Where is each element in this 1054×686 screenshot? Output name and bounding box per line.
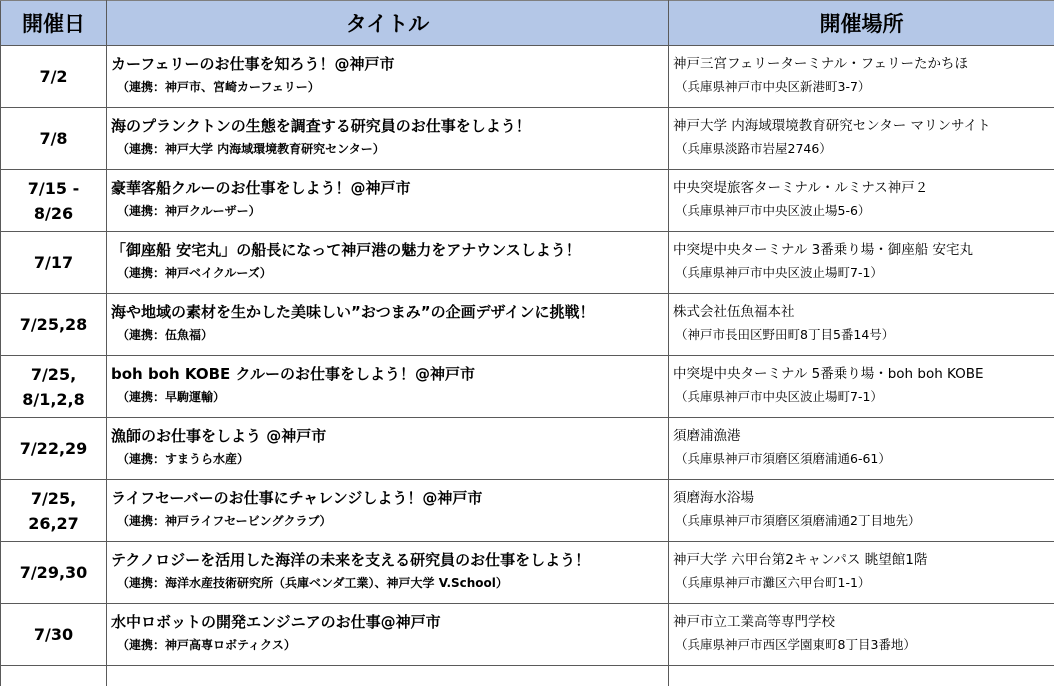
table-row bbox=[1, 232, 1054, 294]
table-row bbox=[1, 294, 1054, 356]
event-address: （兵庫県神戸市中央区波止場町7-1） bbox=[675, 265, 883, 280]
event-title-cell bbox=[107, 604, 669, 666]
header-date: 開催日 bbox=[1, 1, 107, 46]
event-venue: 株式会社伍魚福本社 bbox=[673, 304, 795, 320]
table-row bbox=[1, 480, 1054, 542]
event-venue: 神戸三宮フェリーターミナル・フェリーたかちほ bbox=[673, 56, 968, 72]
event-partner: （連携：神戸大学 内海域環境教育研究センター） bbox=[117, 142, 385, 156]
event-title: ライフセーバーのお仕事にチャレンジしよう！@神戸市 bbox=[111, 489, 483, 507]
event-venue: 神戸大学 六甲台第2キャンパス 眺望館1階 bbox=[673, 552, 928, 568]
event-title-cell bbox=[107, 480, 669, 542]
event-date: 7/17 bbox=[1, 232, 107, 294]
event-venue-cell bbox=[669, 542, 1054, 604]
event-title: 「御座船 安宅丸」の船長になって神戸港の魅力をアナウンスしよう！ bbox=[111, 241, 581, 259]
event-address: （兵庫県神戸市西区学園東町8丁目3番地） bbox=[675, 637, 916, 652]
event-partner: （連携：すまうら水産） bbox=[117, 452, 250, 466]
event-venue: 須磨海水浴場 bbox=[673, 490, 754, 506]
event-title-cell bbox=[107, 356, 669, 418]
event-address: （兵庫県神戸市須磨区須磨浦通6-61） bbox=[675, 451, 891, 466]
table-row bbox=[1, 356, 1054, 418]
event-title-cell bbox=[107, 294, 669, 356]
event-date: 7/22,29 bbox=[1, 418, 107, 480]
empty-cell bbox=[107, 666, 669, 686]
event-partner: （連携：神戸ベイクルーズ） bbox=[117, 266, 272, 280]
event-date: 7/29,30 bbox=[1, 542, 107, 604]
event-date: 7/25,28 bbox=[1, 294, 107, 356]
event-venue: 神戸大学 内海域環境教育研究センター マリンサイト bbox=[673, 118, 991, 134]
event-title: boh boh KOBE クルーのお仕事をしよう！@神戸市 bbox=[111, 365, 476, 383]
header-row bbox=[1, 1, 1054, 46]
empty-cell bbox=[669, 666, 1054, 686]
table-row bbox=[1, 108, 1054, 170]
event-title-cell bbox=[107, 542, 669, 604]
event-date: 7/15 - 8/26 bbox=[1, 170, 107, 232]
event-venue-cell bbox=[669, 46, 1054, 108]
event-partner: （連携：神戸ライフセービングクラブ） bbox=[117, 514, 332, 528]
table-row bbox=[1, 604, 1054, 666]
event-venue-cell bbox=[669, 108, 1054, 170]
event-title-cell bbox=[107, 232, 669, 294]
table-row bbox=[1, 46, 1054, 108]
header-title: タイトル bbox=[107, 1, 669, 46]
event-venue-cell bbox=[669, 604, 1054, 666]
empty-cell bbox=[1, 666, 107, 686]
event-venue-cell bbox=[669, 294, 1054, 356]
event-venue-cell bbox=[669, 356, 1054, 418]
event-venue-cell bbox=[669, 480, 1054, 542]
event-title: 水中ロボットの開発エンジニアのお仕事@神戸市 bbox=[111, 613, 441, 631]
event-venue: 中突堤中央ターミナル 5番乗り場・boh boh KOBE bbox=[673, 366, 984, 382]
event-venue: 中央突堤旅客ターミナル・ルミナス神戸２ bbox=[673, 180, 929, 196]
event-venue: 須磨浦漁港 bbox=[673, 428, 741, 444]
event-venue-cell bbox=[669, 170, 1054, 232]
event-partner: （連携：伍魚福） bbox=[117, 328, 214, 342]
event-partner: （連携：神戸高専ロボティクス） bbox=[117, 638, 296, 652]
event-date: 7/25, 8/1,2,8 bbox=[1, 356, 107, 418]
table-row bbox=[1, 418, 1054, 480]
event-title-cell bbox=[107, 418, 669, 480]
event-title: カーフェリーのお仕事を知ろう！@神戸市 bbox=[111, 55, 395, 73]
event-venue-cell bbox=[669, 418, 1054, 480]
header-venue: 開催場所 bbox=[669, 1, 1054, 46]
event-title-cell bbox=[107, 170, 669, 232]
event-title: 海のプランクトンの生態を調査する研究員のお仕事をしよう！ bbox=[111, 117, 531, 135]
table-row bbox=[1, 542, 1054, 604]
event-venue-cell bbox=[669, 232, 1054, 294]
event-venue: 中突堤中央ターミナル 3番乗り場・御座船 安宅丸 bbox=[673, 242, 973, 258]
event-title: 海や地域の素材を生かした美味しい”おつまみ”の企画デザインに挑戦！ bbox=[111, 303, 595, 321]
event-address: （兵庫県神戸市中央区波止場町7-1） bbox=[675, 389, 883, 404]
event-address: （兵庫県神戸市中央区新港町3-7） bbox=[675, 79, 871, 94]
table-row bbox=[1, 170, 1054, 232]
event-title: 豪華客船クルーのお仕事をしよう！@神戸市 bbox=[111, 179, 411, 197]
event-address: （兵庫県神戸市中央区波止場5-6） bbox=[675, 203, 871, 218]
event-partner: （連携：神戸クルーザー） bbox=[117, 204, 261, 218]
event-title: 漁師のお仕事をしよう @神戸市 bbox=[111, 427, 327, 445]
event-date: 7/30 bbox=[1, 604, 107, 666]
event-address: （神戸市長田区野田町8丁目5番14号） bbox=[675, 327, 895, 342]
event-title: テクノロジーを活用した海洋の未来を支える研究員のお仕事をしよう！ bbox=[111, 551, 591, 569]
event-date: 7/25, 26,27 bbox=[1, 480, 107, 542]
event-address: （兵庫県神戸市灘区六甲台町1-1） bbox=[675, 575, 871, 590]
event-title-cell bbox=[107, 46, 669, 108]
event-address: （兵庫県神戸市須磨区須磨浦通2丁目地先） bbox=[675, 513, 921, 528]
event-date: 7/8 bbox=[1, 108, 107, 170]
event-venue: 神戸市立工業高等専門学校 bbox=[673, 614, 835, 630]
event-partner: （連携：早駒運輸） bbox=[117, 390, 226, 404]
event-date: 7/2 bbox=[1, 46, 107, 108]
event-partner: （連携：海洋水産技術研究所（兵庫ベンダ工業）、神戸大学 V.School） bbox=[117, 576, 508, 590]
event-partner: （連携：神戸市、宮崎カーフェリー） bbox=[117, 80, 320, 94]
event-title-cell bbox=[107, 108, 669, 170]
table-row-cutoff bbox=[1, 666, 1054, 686]
event-address: （兵庫県淡路市岩屋2746） bbox=[675, 141, 832, 156]
